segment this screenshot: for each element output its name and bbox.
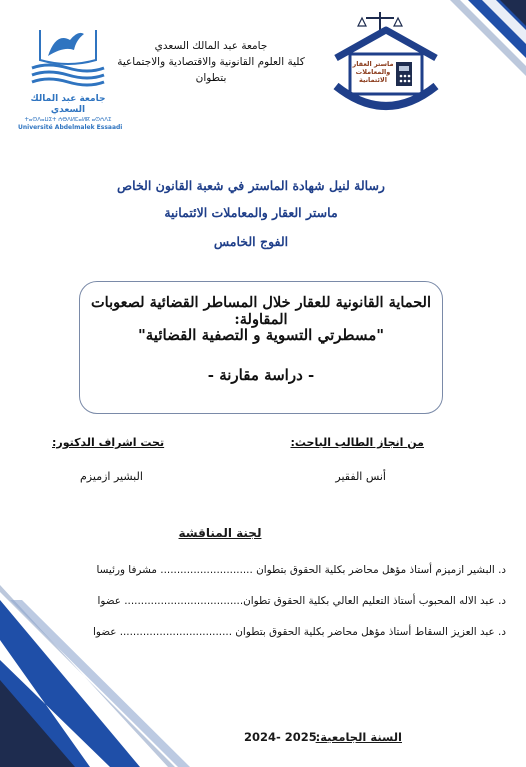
student-label: من انجاز الطالب الباحث: (290, 436, 424, 449)
degree-line: رسالة لنيل شهادة الماستر في شعبة القانون الخاص (117, 178, 385, 193)
thesis-title-line2: "مسطرتي التسوية و التصفية القضائية" (137, 326, 385, 344)
committee-member-3: د. عبد العزيز السقاط أستاذ مؤهل محاضر بكلية الحقوق بتطوان .................................. عضوا (92, 626, 506, 638)
university-logo-fr: Université Abdelmalek Essaadi (18, 124, 123, 131)
faculty-name: كلية العلوم القانونية والاقتصادية والاجتماعية (117, 56, 305, 68)
academic-year-value: 2024- 2025 (244, 730, 317, 744)
supervisor-name: البشير ازميزم (80, 470, 143, 483)
header-block (111, 38, 311, 86)
master-line: ماستر العقار والمعاملات الائتمانية (164, 205, 338, 220)
master-program-logo (330, 8, 442, 114)
cohort-line: الفوج الخامس (213, 234, 289, 249)
city-name: بتطوان (195, 72, 227, 84)
committee-member-2: د. عبد الاله المحبوب أستاذ التعليم العالي بكلية الحقوق تطوان.................................... عضوا (97, 595, 506, 607)
master-logo-text: ماستر العقار والمعاملات الائتمانية (352, 60, 394, 84)
bird-emblem-icon (18, 20, 118, 90)
university-logo-tifinagh: ⵜⴰⵙⴷⴰⵡⵉⵜ ⵄⴱⴷⵍⵎⴰⵍⴽ ⴰⵙⵄⴷⵉ (24, 117, 112, 123)
academic-year-label: السنة الجامعية: (315, 730, 402, 744)
supervisor-label: تحت اشراف الدكتور: (52, 436, 165, 449)
student-name: أنس الفقير (335, 470, 386, 483)
committee-member-1: د. البشير ازميزم أستاذ مؤهل محاضر بكلية الحقوق بتطوان ............................ مشرفا ورئيسا (96, 564, 506, 576)
university-logo (18, 20, 123, 131)
committee-heading: لجنة المناقشة (178, 526, 262, 540)
thesis-title-box (79, 281, 443, 414)
university-name: جامعة عبد المالك السعدي (154, 40, 268, 52)
university-logo-name-ar: جامعة عبد المالك السعدي (30, 94, 106, 115)
thesis-title-line3: - دراسة مقارنة - (207, 366, 315, 384)
thesis-title-line1: الحماية القانونية للعقار خلال المساطر القضائية لصعوبات المقاولة: (91, 294, 431, 328)
